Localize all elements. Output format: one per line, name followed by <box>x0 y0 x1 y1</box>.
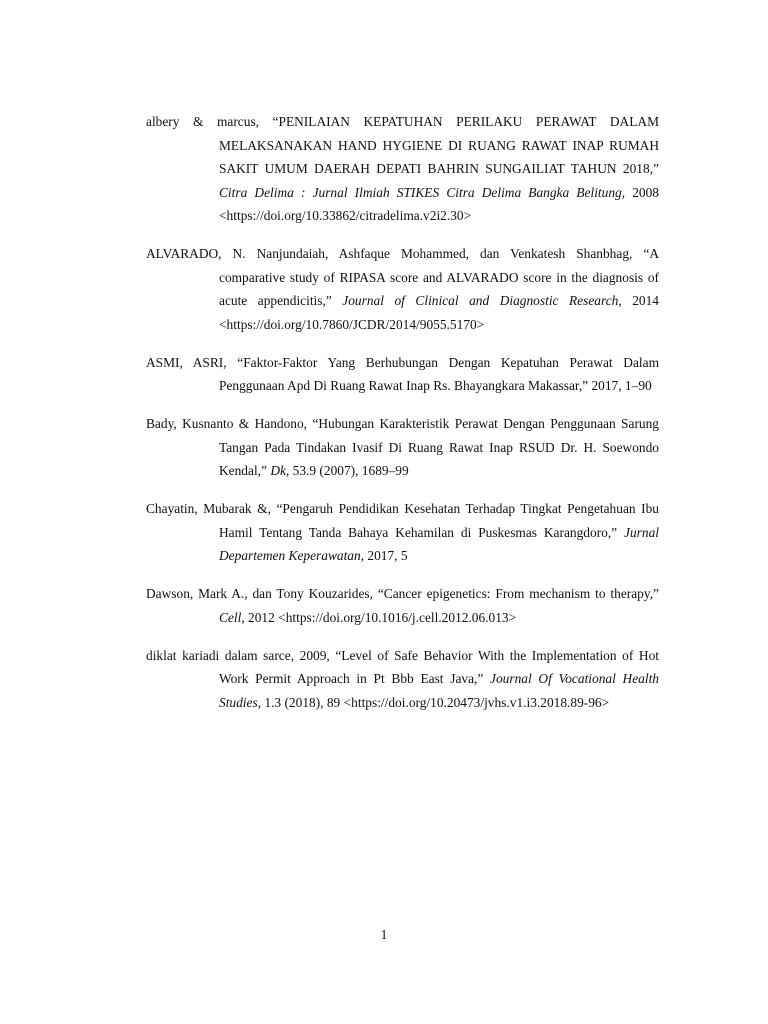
reference-details: , 2008 <https://doi.org/10.33862/citradelima.v2i2.30> <box>219 184 659 223</box>
reference-text: Chayatin, Mubarak &, “Pengaruh Pendidikan Kesehatan Terhadap Tingkat Pengetahuan Ibu Hamil Tentang Tanda Bahaya Kehamilan di Puskesmas Karangdoro,” <box>146 501 659 540</box>
reference-text: albery & marcus, “PENILAIAN KEPATUHAN PERILAKU PERAWAT DALAM MELAKSANAKAN HAND HYGIENE DI RUANG RAWAT INAP RUMAH SAKIT UMUM DAERAH DEPATI BAHRIN SUNGAILIAT TAHUN 2018,” <box>146 114 659 176</box>
reference-journal: Citra Delima : Jurnal Ilmiah STIKES Citra Delima Bangka Belitung <box>219 184 622 200</box>
reference-journal: Journal of Clinical and Diagnostic Research <box>342 293 619 308</box>
reference-entry-diklat <box>146 644 659 715</box>
reference-entry-alvarado <box>146 242 659 336</box>
reference-details: , 2017, 5 <box>360 548 408 563</box>
reference-details: , 1.3 (2018), 89 <https://doi.org/10.20473/jvhs.v1.i3.2018.89-96> <box>257 694 610 710</box>
reference-text: diklat kariadi dalam sarce, 2009, “Level of Safe Behavior With the Implementation of Hot Work Permit Approach in Pt Bbb East Java,” <box>146 647 659 686</box>
reference-text: ASMI, ASRI, “Faktor-Faktor Yang Berhubungan Dengan Kepatuhan Perawat Dalam Penggunaan Apd Di Ruang Rawat Inap Rs. Bhayangkara Makassar,” 2017, 1–90 <box>146 354 659 393</box>
reference-journal: Dk <box>270 463 286 478</box>
reference-entry-albery <box>146 110 659 228</box>
reference-entry-chayatin <box>146 497 659 568</box>
reference-journal: Jurnal Departemen Keperawatan <box>219 524 659 563</box>
reference-entry-bady <box>146 412 659 483</box>
reference-details: , 53.9 (2007), 1689–99 <box>285 463 409 478</box>
reference-entry-dawson <box>146 582 659 629</box>
reference-list <box>146 110 659 729</box>
reference-text: ALVARADO, N. Nanjundaiah, Ashfaque Mohammed, dan Venkatesh Shanbhag, “A comparative study of RIPASA score and ALVARADO score in the diagnosis of acute appendicitis,” <box>146 246 659 308</box>
page-number: 1 <box>380 927 388 942</box>
reference-text: Bady, Kusnanto & Handono, “Hubungan Karakteristik Perawat Dengan Penggunaan Sarung Tangan Pada Tindakan Ivasif Di Ruang Rawat Inap RSUD Dr. H. Soewondo Kendal,” <box>146 416 659 478</box>
reference-journal: Cell <box>219 609 242 625</box>
reference-entry-asmi <box>146 351 659 398</box>
reference-details: , 2014 <https://doi.org/10.7860/JCDR/2014/9055.5170> <box>219 293 659 332</box>
reference-details: , 2012 <https://doi.org/10.1016/j.cell.2012.06.013> <box>241 609 517 625</box>
reference-text: Dawson, Mark A., dan Tony Kouzarides, “Cancer epigenetics: From mechanism to therapy,” <box>146 586 659 601</box>
reference-journal: Journal Of Vocational Health Studies <box>219 671 659 710</box>
